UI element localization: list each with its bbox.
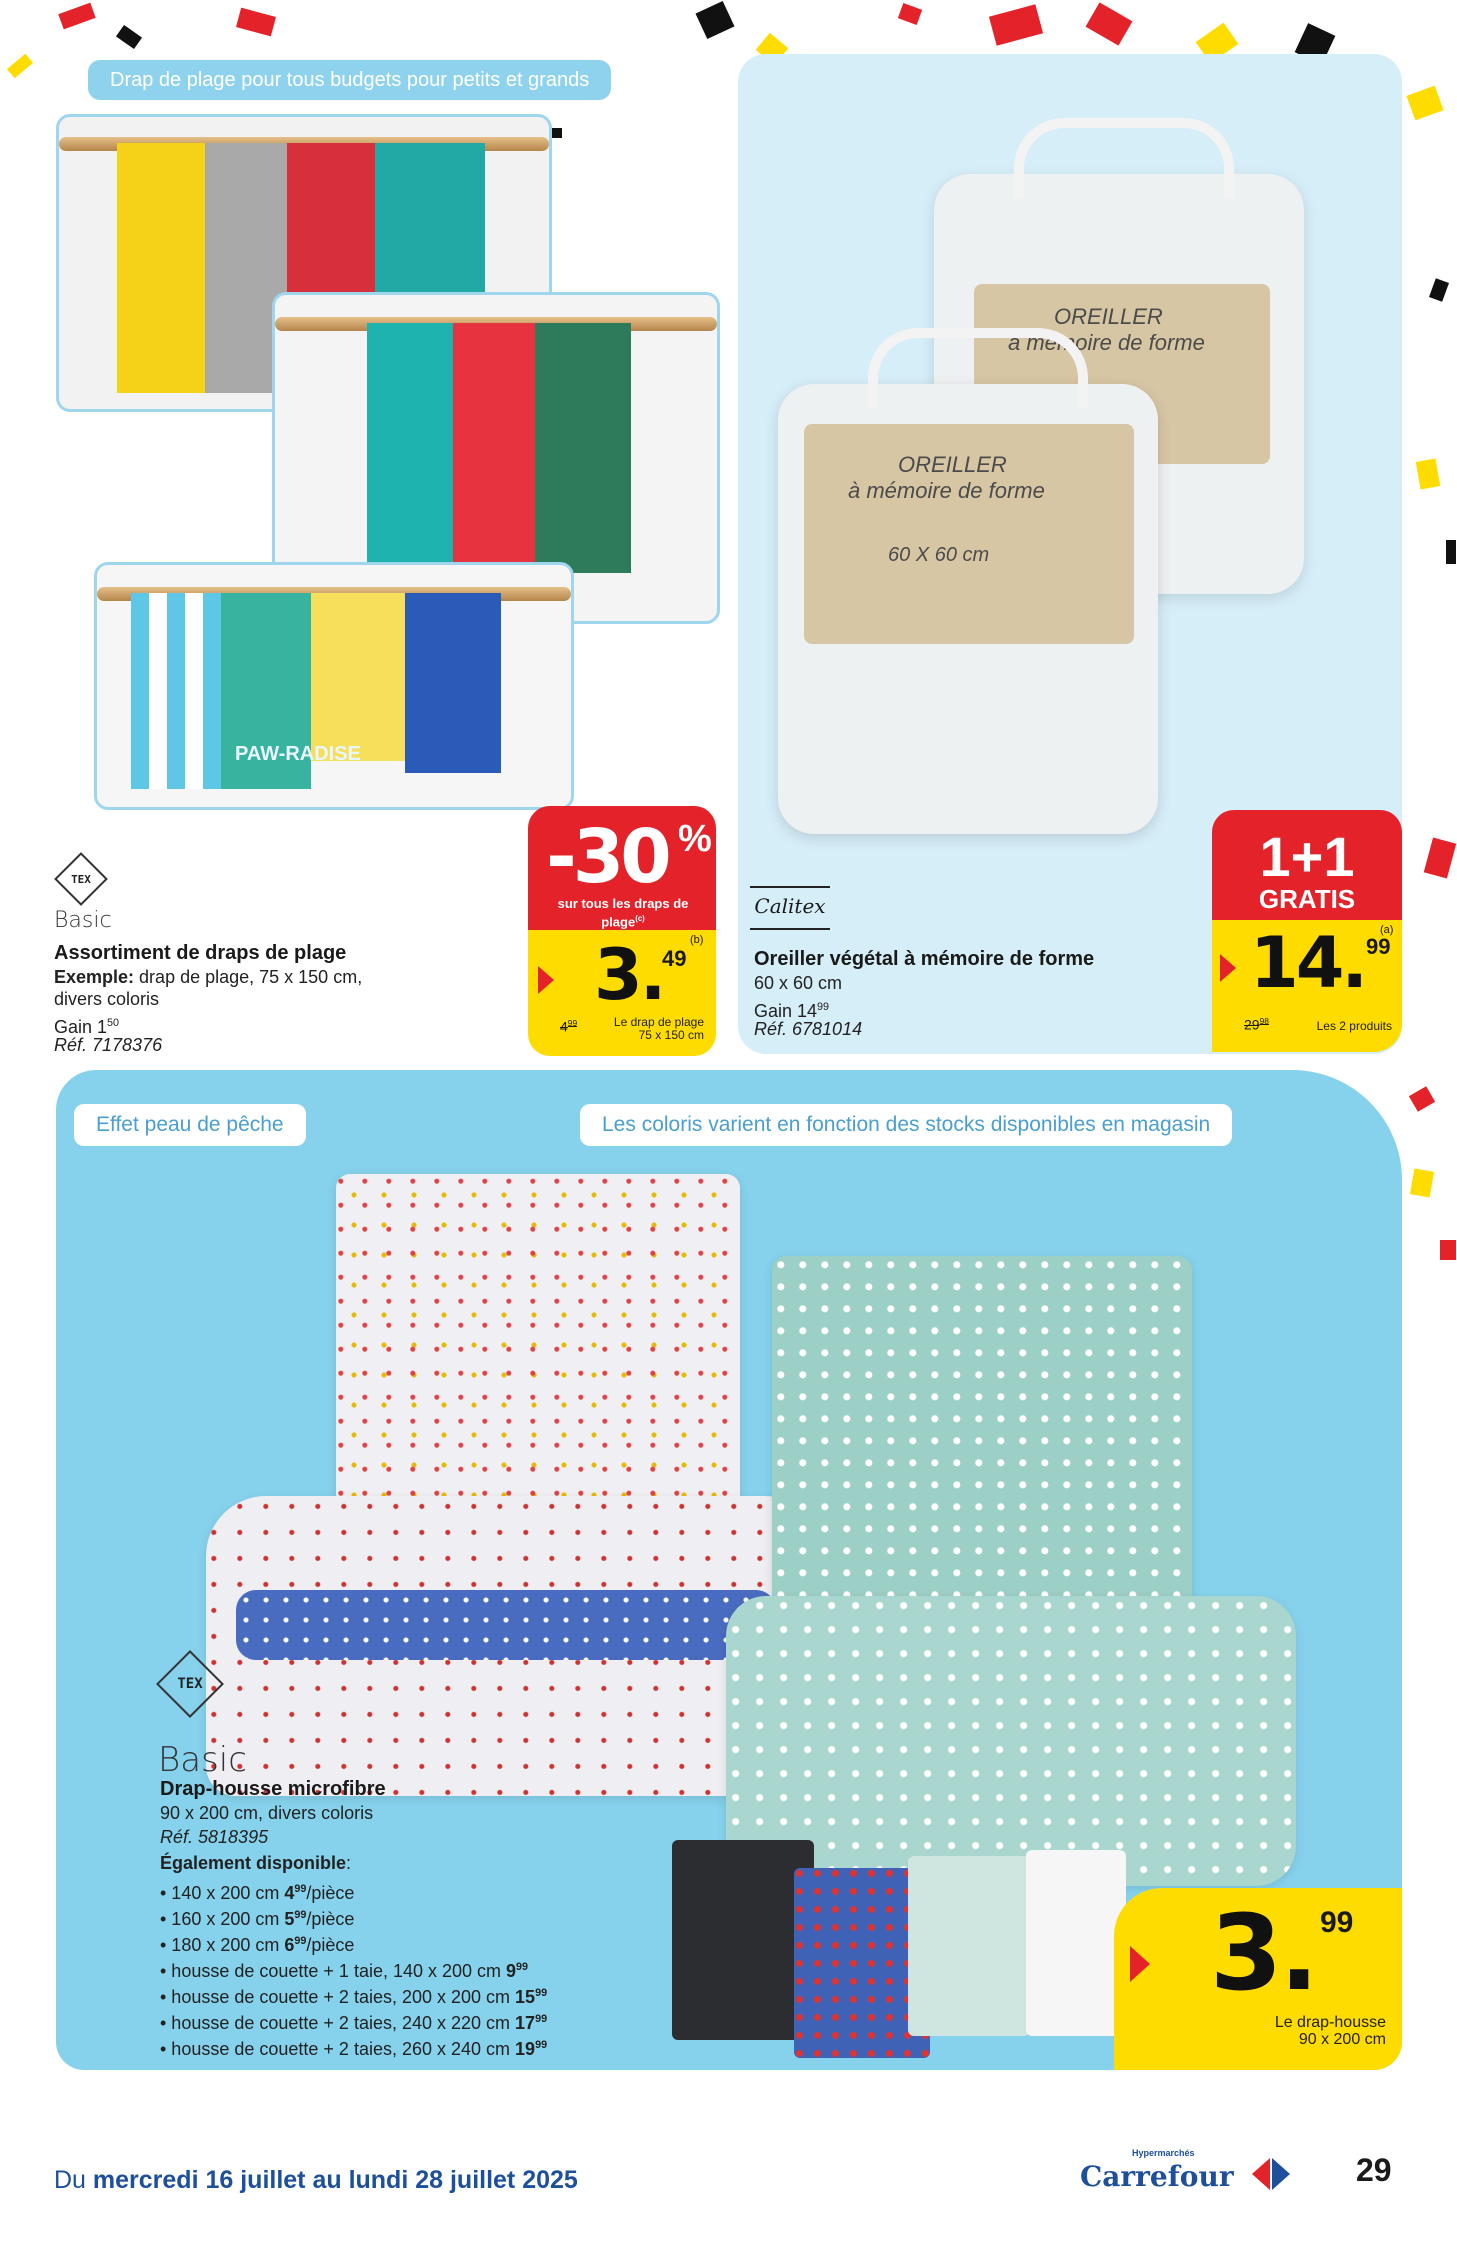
bedding-ref: Réf. 5818395 xyxy=(160,1827,269,1847)
carrefour-c-icon-blue xyxy=(1272,2158,1290,2190)
discount-badge: -30 % sur tous les draps de plage$^{(c)}$ xyxy=(528,806,716,936)
option-item: • housse de couette + 2 taies, 240 x 220 cm $17^{99}$ xyxy=(160,2013,548,2033)
pack-mint xyxy=(908,1856,1030,2036)
carrefour-logo: Hypermarchés Carrefour xyxy=(1080,2148,1290,2198)
option-item: • housse de couette + 1 taie, 140 x 200 cm $9^{99}$ xyxy=(160,1961,529,1981)
option-item: • 180 x 200 cm $6^{99}$/pièce xyxy=(160,1935,355,1955)
bedding-price-tag: 3. 99 Le drap-housse 90 x 200 cm xyxy=(1114,1888,1402,2070)
carrefour-c-icon xyxy=(1252,2158,1270,2190)
pack-subtitle-back: à mémoire de forme xyxy=(1008,330,1205,355)
bedding-panel xyxy=(56,1070,1402,2070)
pillow-size: 60 x 60 cm xyxy=(754,973,843,993)
beach-towel-banner: Drap de plage pour tous budgets pour petits et grands xyxy=(88,60,611,100)
pack-white xyxy=(1026,1850,1126,2036)
pillow-panel xyxy=(738,54,1402,1054)
product-title: Assortiment de draps de plage xyxy=(54,942,347,964)
pack-size: 60 X 60 cm xyxy=(888,544,990,566)
offer-dates: Du mercredi 16 juillet au lundi 28 juillet 2025 xyxy=(54,2166,578,2194)
product-colors: divers coloris xyxy=(54,989,160,1009)
beach-towel-photo-kids xyxy=(94,562,574,810)
pillow-ref: Réf. 6781014 xyxy=(754,1019,863,1039)
brand-basic: Basic xyxy=(54,908,112,933)
product-gain: Gain $1^{50}$ xyxy=(54,1017,120,1037)
option-item: • housse de couette + 2 taies, 260 x 240 cm $19^{99}$ xyxy=(160,2039,548,2059)
stock-notice: Les coloris varient en fonction des stocks disponibles en magasin xyxy=(580,1104,1232,1146)
tex-badge-icon: TEX xyxy=(54,852,108,906)
price-tag: (b) 3. 49 $4^{99}$ Le drap de plage 75 x 150 cm xyxy=(528,930,716,1056)
brand-basic: Basic xyxy=(158,1740,247,1780)
pillow-pack-front xyxy=(778,384,1158,834)
option-item: • 140 x 200 cm $4^{99}$/pièce xyxy=(160,1883,355,1903)
pillow-price-tag: (a) 14. 99 $29^{98}$ Les 2 produits xyxy=(1212,920,1402,1052)
pack-title-back: OREILLER xyxy=(1054,304,1163,329)
product-example: Exemple: drap de plage, 75 x 150 cm, xyxy=(54,967,363,987)
product-ref: Réf. 7178376 xyxy=(54,1035,163,1055)
tex-badge-icon: TEX xyxy=(156,1650,224,1718)
page-number: 29 xyxy=(1356,2152,1392,2188)
pack-subtitle: à mémoire de forme xyxy=(848,478,1045,503)
pillow-gain: Gain $14^{99}$ xyxy=(754,1001,830,1021)
floral-sheet-blue xyxy=(236,1590,776,1660)
bedding-title: Drap-housse microfibre xyxy=(160,1778,386,1800)
option-item: • housse de couette + 2 taies, 200 x 200 cm $15^{99}$ xyxy=(160,1987,548,2007)
also-available: Également disponible: xyxy=(160,1853,352,1873)
pillow-title: Oreiller végétal à mémoire de forme xyxy=(754,948,1095,970)
bedding-size: 90 x 200 cm, divers coloris xyxy=(160,1803,374,1823)
pack-black xyxy=(672,1840,814,2040)
effect-label: Effet peau de pêche xyxy=(74,1104,306,1146)
pack-title: OREILLER xyxy=(898,452,1007,477)
calitex-logo: Calitex xyxy=(750,886,830,930)
option-item: • 160 x 200 cm $5^{99}$/pièce xyxy=(160,1909,355,1929)
kids-towel-print: PAW-RADISE xyxy=(235,743,361,765)
offer-badge: 1+1 GRATIS xyxy=(1212,810,1402,920)
